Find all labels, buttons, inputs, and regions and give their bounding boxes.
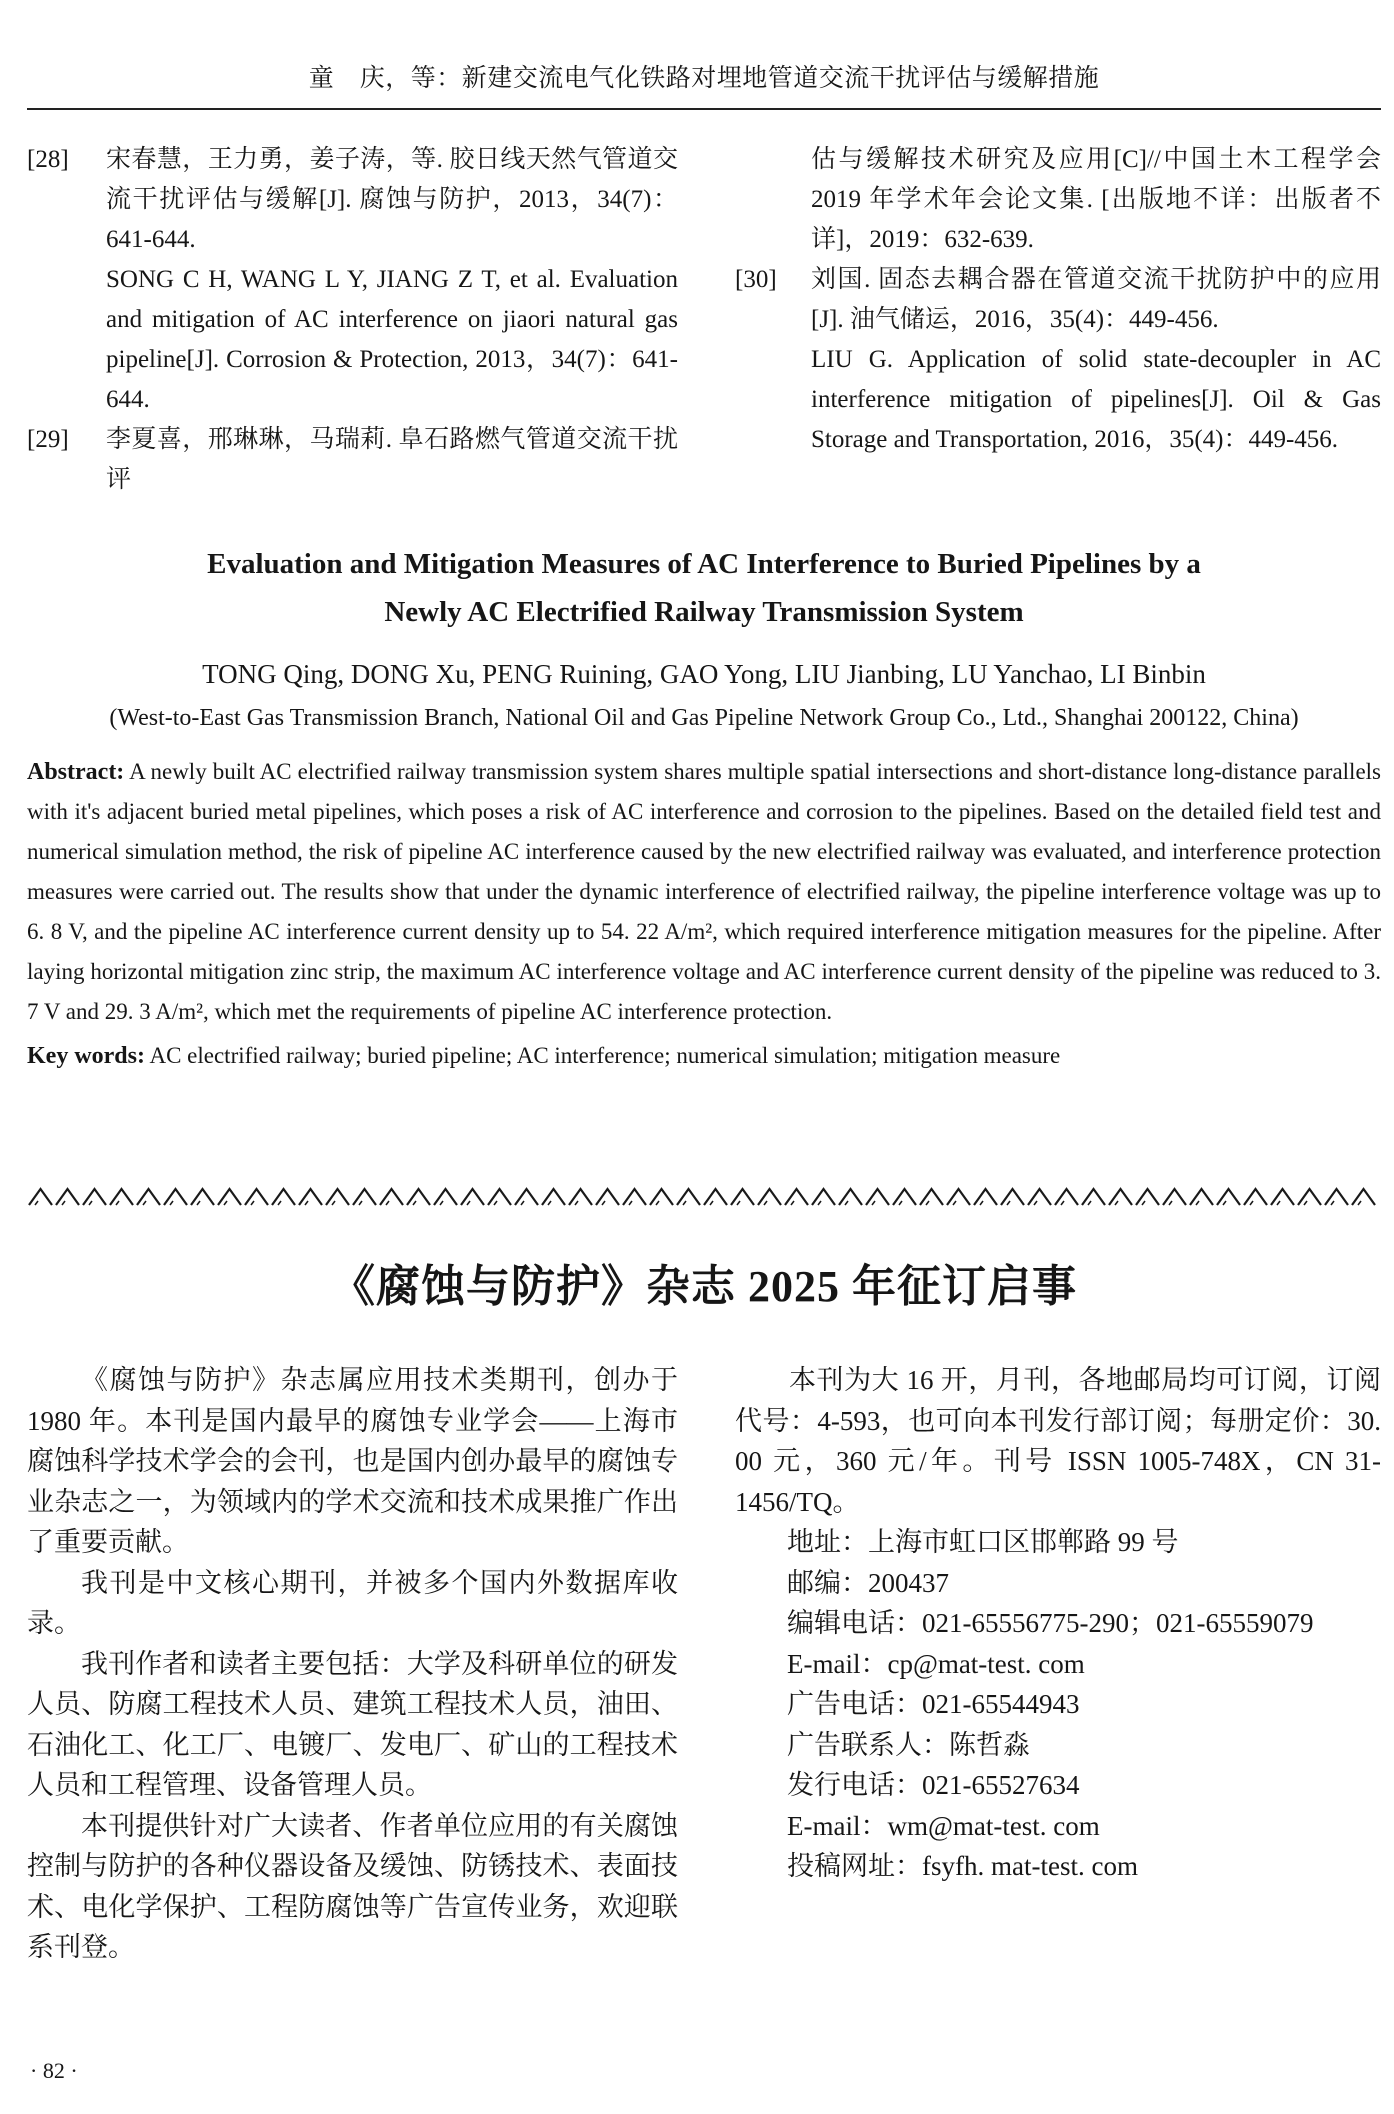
article-title bbox=[27, 540, 1381, 636]
article-title-line-2: Newly AC Electrified Railway Transmission System bbox=[384, 596, 1024, 628]
notice-paragraph: 《腐蚀与防护》杂志属应用技术类期刊，创办于 1980 年。本刊是国内最早的腐蚀专业学会——上海市腐蚀科学技术学会的会刊，也是国内创办最早的腐蚀专业杂志之一，为领域内的学术交流和技术成果推广作出了重要贡献。 bbox=[27, 1365, 678, 1557]
reference-29-continuation: 估与缓解技术研究及应用[C]//中国土木工程学会 2019 年学术年会论文集. [出版地不详：出版者不详]，2019：632-639. bbox=[811, 146, 1381, 253]
reference-number: [29] bbox=[27, 426, 69, 453]
article-title-line-1: Evaluation and Mitigation Measures of AC Interference to Buried Pipelines by a bbox=[207, 548, 1201, 580]
contact-distribution-phone: 发行电话：021-65527634 bbox=[787, 1770, 1080, 1800]
notice-paragraph: 本刊提供针对广大读者、作者单位应用的有关腐蚀控制与防护的各种仪器设备及缓蚀、防锈技术、表面技术、电化学保护、工程防腐蚀等广告宣传业务，欢迎联系刊登。 bbox=[27, 1810, 678, 1962]
reference-chinese: 刘国. 固态去耦合器在管道交流干扰防护中的应用[J]. 油气储运，2016，35(4)：449-456. bbox=[811, 266, 1381, 333]
reference-english: SONG C H, WANG L Y, JIANG Z T, et al. Evaluation and mitigation of AC interference on jiaori natural gas pipeline[J]. Corrosion & Protection, 2013，34(7)：641-644. bbox=[106, 266, 678, 413]
contact-editorial-phone: 编辑电话：021-65556775-290；021-65559079 bbox=[787, 1608, 1314, 1638]
reference-29 bbox=[27, 420, 678, 500]
notice-paragraph: 我刊是中文核心期刊，并被多个国内外数据库收录。 bbox=[27, 1567, 678, 1638]
article-abstract bbox=[27, 752, 1381, 1076]
article-authors: TONG Qing, DONG Xu, PENG Ruining, GAO Yong, LIU Jianbing, LU Yanchao, LI Binbin bbox=[202, 659, 1206, 689]
references-right-column bbox=[735, 140, 1381, 460]
reference-chinese: 李夏喜，邢琳琳，马瑞莉. 阜石路燃气管道交流干扰评 bbox=[106, 426, 678, 493]
reference-28 bbox=[27, 140, 678, 420]
article-affiliation: (West-to-East Gas Transmission Branch, National Oil and Gas Pipeline Network Group Co., Ltd., Shanghai 200122, China) bbox=[109, 705, 1299, 731]
page-number: · 82 · bbox=[30, 2058, 78, 2083]
contact-email-distribution: E-mail：wm@mat-test. com bbox=[787, 1810, 1100, 1841]
abstract-paragraph bbox=[27, 752, 1381, 1032]
reference-body bbox=[106, 140, 678, 420]
reference-english: LIU G. Application of solid state-decoupler in AC interference mitigation of pipelines[J]. Oil & Gas Storage and Transportation, 2016，35(4)：449-456. bbox=[811, 346, 1381, 453]
keywords-text: AC electrified railway; buried pipeline; AC interference; numerical simulation; mitigation measure bbox=[149, 1043, 1061, 1068]
notice-paragraph: 我刊作者和读者主要包括：大学及科研单位的研发人员、防腐工程技术人员、建筑工程技术人员，油田、石油化工、化工厂、电镀厂、发电厂、矿山的工程技术人员和工程管理、设备管理人员。 bbox=[27, 1648, 678, 1800]
contact-ad-phone: 广告电话：021-65544943 bbox=[787, 1689, 1080, 1719]
reference-chinese: 宋春慧，王力勇，姜子涛，等. 胶日线天然气管道交流干扰评估与缓解[J]. 腐蚀与防护，2013，34(7)：641-644. bbox=[106, 146, 678, 253]
keywords-paragraph bbox=[27, 1036, 1381, 1076]
contact-ad-person: 广告联系人：陈哲淼 bbox=[787, 1729, 1030, 1760]
keywords-label: Key words: bbox=[27, 1043, 145, 1069]
notice-left-column bbox=[27, 1360, 678, 1968]
abstract-label: Abstract: bbox=[27, 759, 125, 785]
reference-number: [28] bbox=[27, 146, 69, 173]
wavy-divider bbox=[27, 1186, 1381, 1208]
contact-address: 地址：上海市虹口区邯郸路 99 号 bbox=[787, 1527, 1179, 1557]
notice-title: 《腐蚀与防护》杂志 2025 年征订启事 bbox=[331, 1262, 1077, 1311]
abstract-text: A newly built AC electrified railway transmission system shares multiple spatial intersections and short-distance long-distance parallels with it's adjacent buried metal pipelines, which poses a risk of AC interference and corrosion to the pipelines. Based on the detailed field test and numerical simulation method, the risk of pipeline AC interference caused by the new electrified railway was evaluated, and interference protection measures were carried out. The results show that under the dynamic interference of electrified railway, the pipeline interference voltage was up to 6. 8 V, and the pipeline AC interference current density up to 54. 22 A/m², which required interference mitigation measures for the pipeline. After laying horizontal mitigation zinc strip, the maximum AC interference voltage and AC interference current density of the pipeline was reduced to 3. 7 V and 29. 3 A/m², which met the requirements of pipeline AC interference protection. bbox=[27, 759, 1381, 1024]
contact-submission-url: 投稿网址：fsyfh. mat-test. com bbox=[787, 1851, 1138, 1881]
header-rule bbox=[27, 108, 1381, 110]
reference-body bbox=[106, 420, 678, 500]
references-left-column bbox=[27, 140, 678, 500]
reference-number: [30] bbox=[735, 266, 777, 293]
reference-30 bbox=[735, 260, 1381, 460]
contact-postcode: 邮编：200437 bbox=[787, 1567, 949, 1598]
notice-right-column bbox=[735, 1360, 1381, 1887]
running-header: 童 庆，等：新建交流电气化铁路对埋地管道交流干扰评估与缓解措施 bbox=[308, 65, 1100, 92]
reference-body bbox=[811, 260, 1381, 460]
subscription-info: 本刊为大 16 开，月刊，各地邮局均可订阅，订阅代号：4-593，也可向本刊发行部订阅；每册定价：30. 00 元，360 元/年。刊号 ISSN 1005-748X，CN 31-1456/TQ。 bbox=[735, 1365, 1381, 1517]
contact-email-editorial: E-mail：cp@mat-test. com bbox=[787, 1648, 1085, 1679]
